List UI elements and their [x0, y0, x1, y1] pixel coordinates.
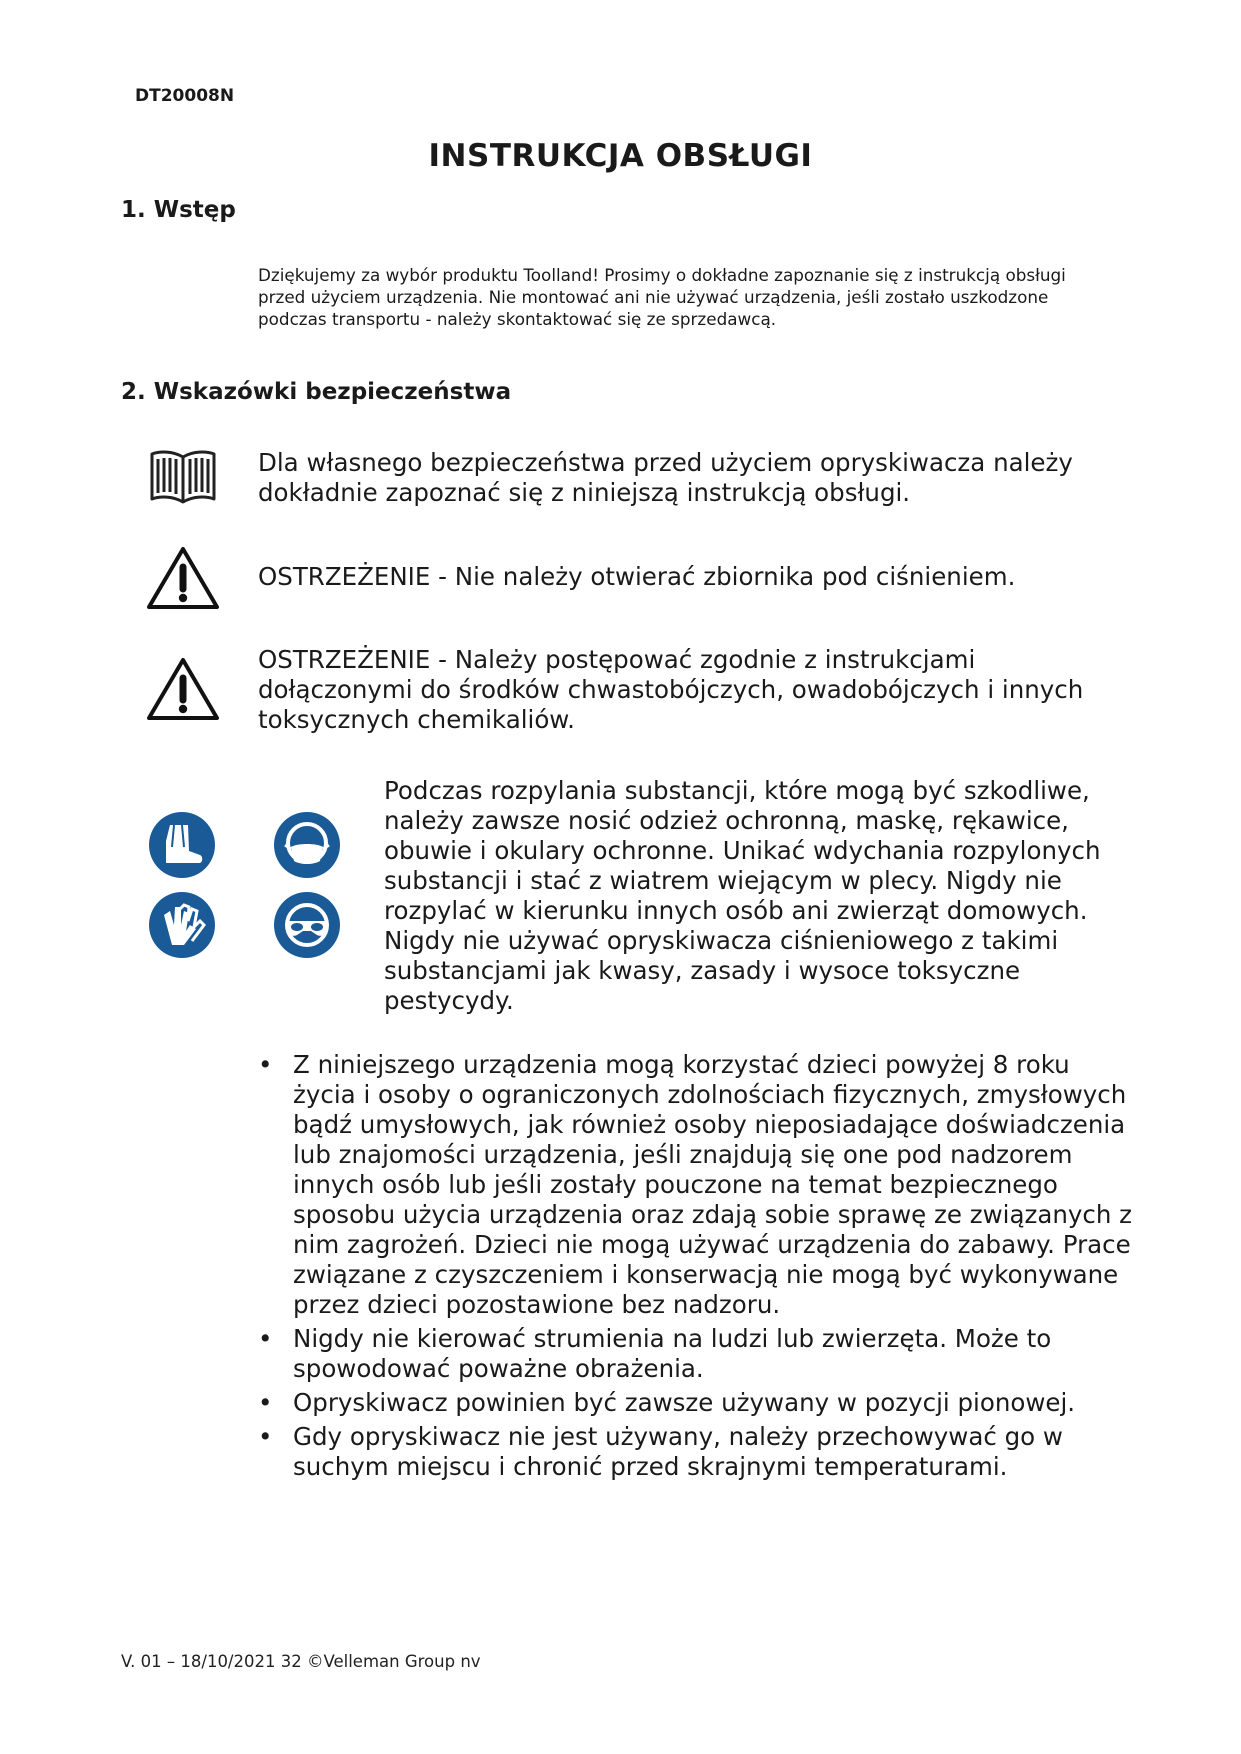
intro-paragraph: Dziękujemy za wybór produktu Toolland! Prosimy o dokładne zapoznanie się z instrukcją obsługi przed użyciem urządzenia. Nie montować ani nie używać urządzenia, jeśli zostało uszkodzone podczas transportu - należy skontaktować się ze sprzedawcą.	[258, 265, 1066, 329]
warning-icon	[146, 545, 220, 611]
face-mask-icon	[273, 811, 341, 879]
read-manual-text: Dla własnego bezpieczeństwa przed użyciem opryskiwacza należy dokładnie zapoznać się z niniejszą instrukcją obsługi.	[258, 448, 1073, 507]
ppe-paragraph: Podczas rozpylania substancji, które mogą być szkodliwe, należy zawsze nosić odzież ochronną, maskę, rękawice, obuwie i okulary ochronne. Unikać wdychania rozpylonych substancji i stać z wiatrem wiejącym w plecy. Nigdy nie rozpylać w kierunku innych osób ani zwierząt domowych. Nigdy nie używać opryskiwacza ciśnieniowego z takimi substancjami jak kwasy, zasady i wysoce toksyczne pestycydy.	[384, 776, 1101, 1015]
safety-boots-icon	[148, 811, 216, 879]
page-title: INSTRUKCJA OBSŁUGI	[428, 138, 813, 174]
list-item-text: Opryskiwacz powinien być zawsze używany w pozycji pionowej.	[293, 1388, 1076, 1417]
list-item	[258, 1324, 1138, 1384]
gloves-icon	[148, 891, 216, 959]
safety-goggles-icon	[273, 891, 341, 959]
bullet-dot: •	[258, 1050, 273, 1079]
list-item	[258, 1388, 1138, 1418]
model-number: DT20008N	[135, 86, 235, 106]
list-item-text: Gdy opryskiwacz nie jest używany, należy przechowywać go w suchym miejscu i chronić przed skrajnymi temperaturami.	[293, 1422, 1063, 1481]
bullet-dot: •	[258, 1388, 273, 1417]
list-item-text: Nigdy nie kierować strumienia na ludzi lub zwierzęta. Może to spowodować poważne obrażenia.	[293, 1324, 1052, 1383]
warning-2-text: OSTRZEŻENIE - Należy postępować zgodnie z instrukcjami dołączonymi do środków chwastobójczych, owadobójczych i innych toksycznych chemikaliów.	[258, 645, 1084, 734]
safety-bullet-list	[258, 1050, 1138, 1486]
list-item	[258, 1422, 1138, 1482]
warning-1-text: OSTRZEŻENIE - Nie należy otwierać zbiornika pod ciśnieniem.	[258, 562, 1016, 591]
list-item	[258, 1050, 1138, 1320]
bullet-dot: •	[258, 1324, 273, 1353]
read-manual-icon	[148, 447, 218, 507]
warning-icon	[146, 656, 220, 722]
list-item-text: Z niniejszego urządzenia mogą korzystać dzieci powyżej 8 roku życia i osoby o ograniczonych zdolnościach fizycznych, zmysłowych bądź umysłowych, jak również osoby nieposiadające doświadczenia lub znajomości urządzenia, jeśli znajdują się one pod nadzorem innych osób lub jeśli zostały pouczone na temat bezpiecznego sposobu użycia urządzenia oraz zdają sobie sprawę ze związanych z nim zagrożeń. Dzieci nie mogą używać urządzenia do zabawy. Prace związane z czyszczeniem i konserwacją nie mogą być wykonywane przez dzieci pozostawione bez nadzoru.	[293, 1050, 1133, 1319]
bullet-dot: •	[258, 1422, 273, 1451]
page-footer: V. 01 – 18/10/2021 32 ©Velleman Group nv	[121, 1652, 481, 1671]
section-2-heading: 2. Wskazówki bezpieczeństwa	[121, 379, 512, 405]
section-1-heading: 1. Wstęp	[121, 197, 236, 223]
